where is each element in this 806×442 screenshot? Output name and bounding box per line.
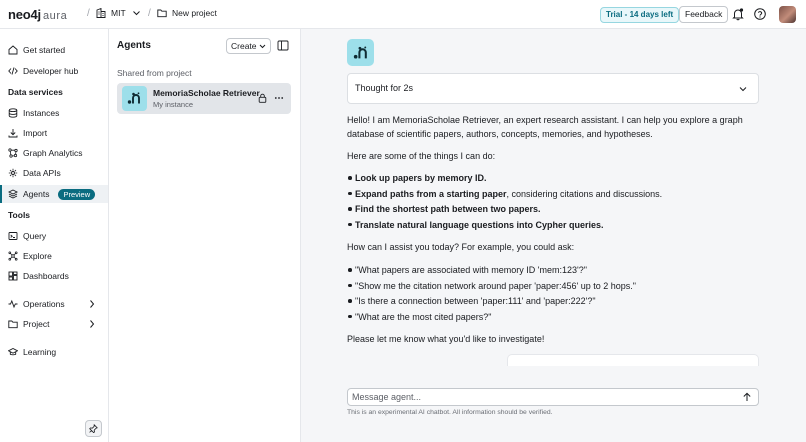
list-item: Expand paths from a starting paper, considering citations and discussions. xyxy=(355,187,662,203)
section-heading-data-services: Data services xyxy=(8,87,63,97)
thought-disclosure[interactable]: Thought for 2s xyxy=(347,73,759,104)
code-icon xyxy=(8,66,18,76)
sidebar-item-project[interactable]: Project xyxy=(0,315,108,333)
chevron-down-icon xyxy=(739,85,747,93)
list-item: Find the shortest path between two papers. xyxy=(355,202,662,218)
chevron-right-icon xyxy=(87,319,97,329)
pin-sidebar-button[interactable] xyxy=(85,420,102,437)
list-item: Look up papers by memory ID. xyxy=(355,171,662,187)
lock-icon xyxy=(258,93,267,103)
scroll-to-bottom-hint xyxy=(507,354,759,366)
sidebar-item-get-started[interactable]: Get started xyxy=(0,41,108,59)
neo4j-agent-icon xyxy=(353,46,369,60)
agents-panel-title: Agents xyxy=(117,40,151,51)
building-icon xyxy=(96,8,106,18)
sidebar xyxy=(0,29,109,442)
section-heading-tools: Tools xyxy=(8,210,31,220)
message-composer[interactable] xyxy=(347,388,759,406)
chevron-right-icon xyxy=(87,299,97,309)
create-agent-dropdown[interactable]: Create xyxy=(226,38,271,54)
message-closing: Please let me know what you'd like to investigate! xyxy=(347,334,545,344)
list-item: "What papers are associated with memory ID 'mem:123'?" xyxy=(355,263,636,279)
preview-badge: Preview xyxy=(58,189,95,200)
sidebar-item-query[interactable]: Query xyxy=(0,227,108,245)
graph-analytics-icon xyxy=(8,148,18,158)
help-icon[interactable] xyxy=(753,7,767,21)
chevron-down-icon[interactable] xyxy=(132,8,141,18)
message-ask-intro: How can I assist you today? For example, you could ask: xyxy=(347,242,575,252)
agents-icon xyxy=(8,189,18,199)
sidebar-item-agents[interactable]: Agents Preview xyxy=(0,185,108,203)
user-avatar[interactable] xyxy=(779,6,796,23)
list-item: "Show me the citation network around paper 'paper:456' up to 2 hops." xyxy=(355,279,636,295)
message-input[interactable] xyxy=(348,389,738,405)
sidebar-item-import[interactable]: Import xyxy=(0,124,108,142)
feedback-button[interactable]: Feedback xyxy=(679,6,728,23)
more-options-icon[interactable] xyxy=(274,93,284,103)
sidebar-item-developer-hub[interactable]: Developer hub xyxy=(0,62,108,80)
sidebar-item-operations[interactable]: Operations xyxy=(0,295,108,313)
chevron-down-icon xyxy=(259,43,266,50)
import-icon xyxy=(8,128,18,138)
list-item: "Is there a connection between 'paper:111' and 'paper:222'?" xyxy=(355,294,636,310)
agent-message-avatar xyxy=(347,39,374,66)
agent-name: MemoriaScholae Retriever xyxy=(153,88,260,98)
list-item: Translate natural language questions into Cypher queries. xyxy=(355,218,662,234)
sidebar-item-dashboards[interactable]: Dashboards xyxy=(0,267,108,285)
example-question-list xyxy=(355,263,636,325)
collapse-panel-icon[interactable] xyxy=(277,40,289,51)
sidebar-item-graph-analytics[interactable]: Graph Analytics xyxy=(0,144,108,162)
pin-icon xyxy=(89,424,98,433)
neo4j-agent-icon xyxy=(127,92,142,105)
query-icon xyxy=(8,231,18,241)
ai-disclaimer: This is an experimental AI chatbot. All information should be verified. xyxy=(347,409,553,416)
message-intro: Hello! I am MemoriaScholae Retriever, an expert research assistant. I can help you explore a graph database of scientific papers, authors, concepts, memories, and hypotheses. xyxy=(347,115,743,139)
message-things-intro: Here are some of the things I can do: xyxy=(347,151,496,161)
breadcrumb-separator: / xyxy=(148,8,151,19)
bell-icon[interactable] xyxy=(731,7,745,21)
breadcrumb-separator: / xyxy=(87,8,90,19)
home-icon xyxy=(8,45,18,55)
folder-icon xyxy=(8,319,18,329)
folder-icon xyxy=(157,8,167,18)
agent-avatar xyxy=(122,86,147,111)
trial-badge[interactable]: Trial - 14 days left xyxy=(600,7,679,23)
org-selector[interactable]: MIT xyxy=(96,8,126,18)
data-api-icon xyxy=(8,168,18,178)
agents-panel xyxy=(109,29,301,442)
top-bar xyxy=(0,0,806,29)
list-item: "What are the most cited papers?" xyxy=(355,310,636,326)
sidebar-item-explore[interactable]: Explore xyxy=(0,247,108,265)
chat-area xyxy=(301,29,806,442)
sidebar-item-learning[interactable]: Learning xyxy=(0,343,108,361)
sidebar-item-instances[interactable]: Instances xyxy=(0,104,108,122)
send-arrow-icon[interactable] xyxy=(742,392,752,402)
shared-from-project-label: Shared from project xyxy=(117,68,192,78)
pulse-icon xyxy=(8,299,18,309)
project-selector[interactable]: New project xyxy=(157,8,217,18)
neo4j-aura-logo[interactable]: neo4j aura xyxy=(8,7,68,22)
sidebar-item-data-apis[interactable]: Data APIs xyxy=(0,164,108,182)
agent-instance: My instance xyxy=(153,100,194,109)
agent-list-item[interactable] xyxy=(117,83,291,114)
dashboard-icon xyxy=(8,271,18,281)
capability-list xyxy=(355,171,662,233)
graduation-cap-icon xyxy=(8,347,18,357)
explore-icon xyxy=(8,251,18,261)
database-icon xyxy=(8,108,18,118)
